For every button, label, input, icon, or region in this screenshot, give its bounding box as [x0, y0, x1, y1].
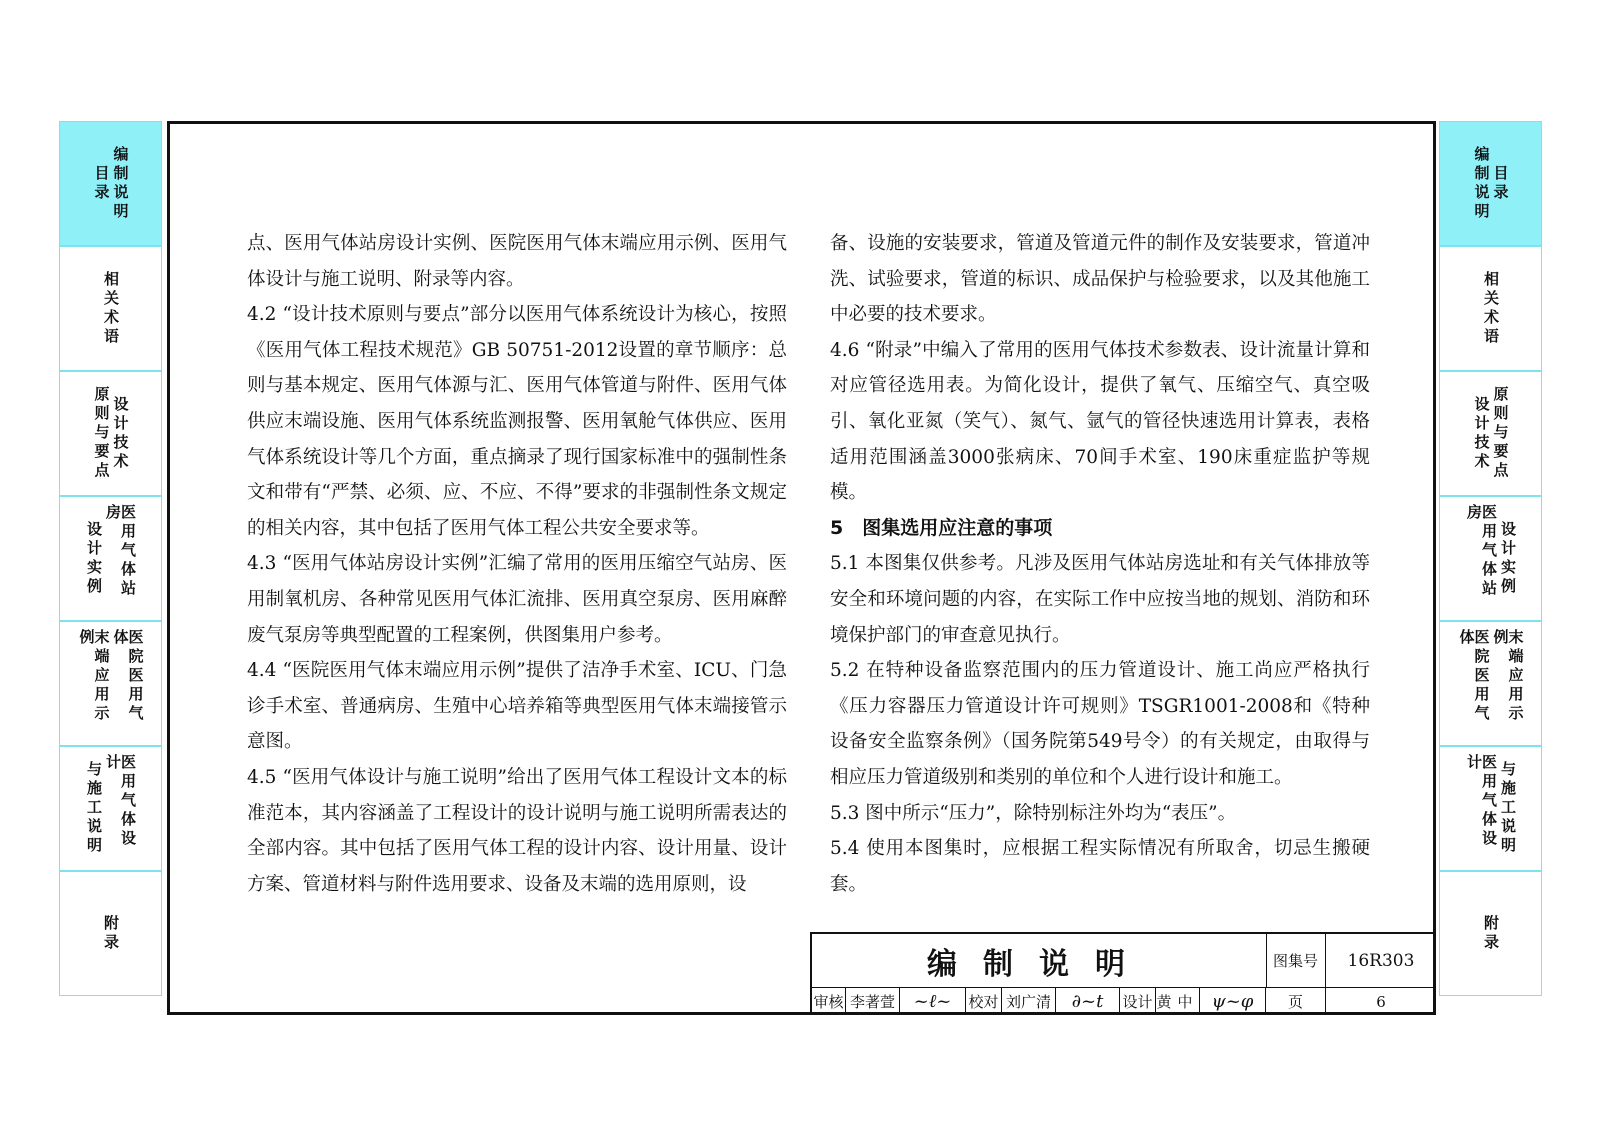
paragraph: 5.3 图中所示“压力”，除特别标注外均为“表压”。 [830, 802, 1237, 824]
tab-station-examples[interactable]: 医用气体站房 设计实例 [59, 496, 162, 621]
review-label: 审核 [812, 988, 846, 1015]
checker-name: 刘广清 [1002, 988, 1056, 1015]
tab-preparation-notes[interactable]: 编制说明 目录 [1439, 121, 1542, 246]
paragraph: 5.1 本图集仅供参考。凡涉及医用气体站房选址和有关气体排放等安全和环境问题的内容，在实际工作中应按当地的规划、消防和环境保护部门的审查意见执行。 [830, 553, 1370, 646]
right-side-tabs [1439, 121, 1544, 1011]
tab-preparation-notes[interactable]: 编制说明 目录 [59, 121, 162, 246]
page-label: 页 [1266, 988, 1326, 1015]
designer-name: 黄中 [1156, 988, 1200, 1015]
tab-design-construction[interactable]: 医用气体设计 与施工说明 [59, 746, 162, 871]
reviewer-name: 李著萱 [846, 988, 900, 1015]
checker-signature: ∂~t [1056, 988, 1120, 1015]
tab-terminology[interactable]: 相关术语 [59, 246, 162, 371]
signature-row [812, 988, 1436, 1015]
paragraph: 4.2 “设计技术原则与要点”部分以医用气体系统设计为核心，按照《医用气体工程技术规范》GB 50751-2012设置的章节顺序：总则与基本规定、医用气体源与汇、医用气体管道与附件、医用气体供应末端设施、医用气体系统监测报警、医用氧舱气体供应、医用气体系统设计等几个方面，重点摘录了现行国家标准中的强制性条文和带有“严禁、必须、应、不应、不得”要求的非强制性条文规定的相关内容，其中包括了医用气体工程公共安全要求等。 [247, 304, 787, 539]
tab-terminal-examples[interactable]: 医院医用气体 末端应用示例 [59, 621, 162, 746]
paragraph: 5.2 在特种设备监察范围内的压力管道设计、施工尚应严格执行《压力容器压力管道设计许可规则》TSGR1001-2008和《特种设备安全监察条例》（国务院第549号令）的有关规定，由取得与相应压力管道级别和类别的单位和个人进行设计和施工。 [830, 660, 1370, 788]
tab-appendix[interactable]: 附录 [1439, 871, 1542, 996]
tab-appendix[interactable]: 附录 [59, 871, 162, 996]
left-side-tabs [59, 121, 164, 1011]
left-text-column [247, 226, 787, 902]
tab-station-examples[interactable]: 医用气体站房 设计实例 [1439, 496, 1542, 621]
paragraph: 4.5 “医用气体设计与施工说明”给出了医用气体工程设计文本的标准范本，其内容涵盖了工程设计的设计说明与施工说明所需表达的全部内容。其中包括了医用气体工程的设计内容、设计用量、设计方案、管道材料与附件选用要求、设备及末端的选用原则，设 [247, 766, 787, 895]
check-label: 校对 [966, 988, 1002, 1015]
tab-terminal-examples[interactable]: 医院医用气体 末端应用示例 [1439, 621, 1542, 746]
paragraph: 4.3 “医用气体站房设计实例”汇编了常用的医用压缩空气站房、医用制氧机房、各种常见医用气体汇流排、医用真空泵房、医用麻醉废气泵房等典型配置的工程案例，供图集用户参考。 [247, 553, 787, 646]
right-text-column [830, 226, 1370, 902]
tab-design-construction[interactable]: 医用气体设计 与施工说明 [1439, 746, 1542, 871]
sheet-title: 编制说明 [812, 934, 1267, 987]
tab-design-principles[interactable]: 设计技术 原则与要点 [59, 371, 162, 496]
paragraph: 5.4 使用本图集时，应根据工程实际情况有所取舍，切忌生搬硬套。 [830, 838, 1370, 895]
atlas-number: 16R303 [1347, 950, 1415, 971]
designer-signature: ψ~φ [1200, 988, 1266, 1015]
design-label: 设计 [1120, 988, 1156, 1015]
title-row [812, 934, 1436, 988]
section-heading: 5 图集选用应注意的事项 [830, 516, 1053, 539]
reviewer-signature: ~ℓ~ [900, 988, 966, 1015]
paragraph: 备、设施的安装要求，管道及管道元件的制作及安装要求，管道冲洗、试验要求，管道的标识、成品保护与检验要求，以及其他施工中必要的技术要求。 [830, 233, 1370, 326]
tab-design-principles[interactable]: 设计技术 原则与要点 [1439, 371, 1542, 496]
title-block [810, 932, 1436, 1015]
paragraph: 4.6 “附录”中编入了常用的医用气体技术参数表、设计流量计算和对应管径选用表。为简化设计，提供了氧气、压缩空气、真空吸引、氧化亚氮（笑气）、氮气、氩气的管径快速选用计算表，表格适用范围涵盖3000张病床、70间手术室、190床重症监护等规模。 [830, 339, 1370, 504]
tab-terminology[interactable]: 相关术语 [1439, 246, 1542, 371]
paragraph: 4.4 “医院医用气体末端应用示例”提供了洁净手术室、ICU、门急诊手术室、普通病房、生殖中心培养箱等典型医用气体末端接管示意图。 [247, 660, 787, 753]
atlas-label: 图集号 [1266, 934, 1326, 987]
page-number: 6 [1376, 992, 1386, 1011]
paragraph: 点、医用气体站房设计实例、医院医用气体末端应用示例、医用气体设计与施工说明、附录等内容。 [247, 233, 787, 290]
